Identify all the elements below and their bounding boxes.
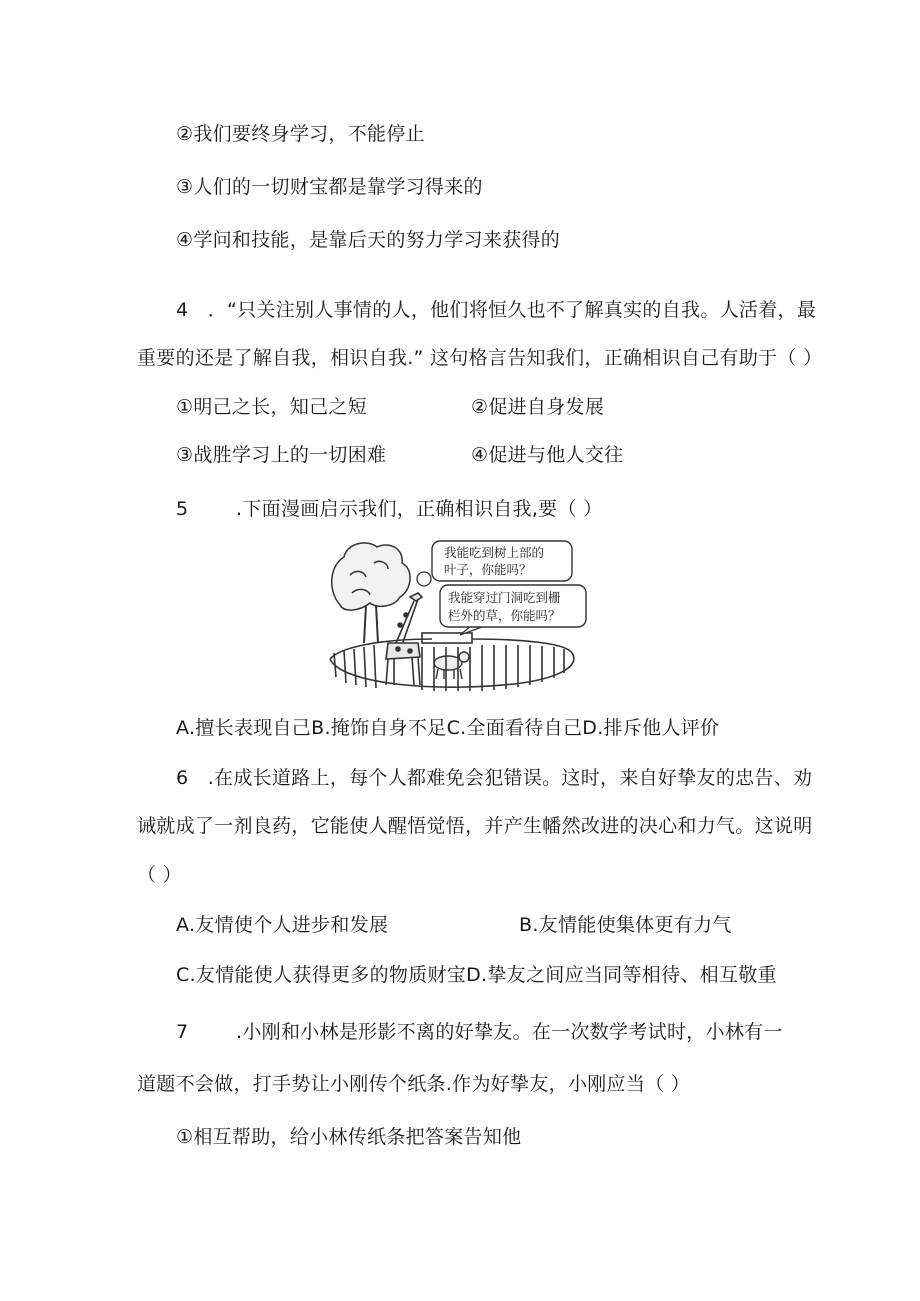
tree-icon [332,543,410,643]
question-4-option-1: ①明己之长，知己之短 [176,396,368,418]
question-6-option-b: B.友情能使集体更有力气 [519,914,732,936]
bubble-1-line-1: 我能吃到树上部的 [444,545,545,560]
question-6-option-a: A.友情使个人进步和发展 [176,914,389,936]
goat-icon [434,652,469,679]
speech-bubble-1 [417,541,572,586]
question-6-line1: 6 .在成长道路上，每个人都难免会犯错误。这时，来自好挚友的忠告、劝 [176,767,813,789]
giraffe-goat-cartoon [322,535,590,695]
question-5-options: A.擅长表现自己B.掩饰自身不足C.全面看待自己D.排斥他人评价 [176,717,720,739]
bubble-1-line-2: 叶子，你能吗？ [444,562,532,577]
question-6-line3: （ ） [137,864,182,886]
question-4-option-2: ②促进自身发展 [471,396,605,418]
question-6-line2: 诫就成了一剂良药，它能使人醒悟觉悟，并产生幡然改进的决心和力气。这说明 [137,815,813,837]
question-7-number: 7 [176,1021,189,1043]
line-2: ②我们要终身学习，不能停止 [176,123,425,145]
question-5-text: .下面漫画启示我们，正确相识自我,要（ ） [236,498,603,520]
question-6-option-cd: C.友情能使人获得更多的物质财宝D.挚友之间应当同等相待、相互敬重 [176,964,777,986]
question-7-option-1: ①相互帮助，给小林传纸条把答案告知他 [176,1126,522,1148]
question-5-number: 5 [176,498,189,520]
bubble-2-line-2: 栏外的草，你能吗？ [448,608,561,623]
question-4-line1: 4 ．“只关注别人事情的人，他们将恒久也不了解真实的自我。人活着，最 [176,299,817,321]
question-4-option-3: ③战胜学习上的一切困难 [176,444,387,466]
line-4: ④学问和技能，是靠后天的努力学习来获得的 [176,229,561,251]
question-4-line2: 重要的还是了解自我，相识自我.” 这句格言告知我们，正确相识自己有助于（ ） [137,347,823,369]
bubble-2-line-1: 我能穿过门洞吃到栅 [448,590,561,605]
question-7-line2: 道题不会做，打手势让小刚传个纸条.作为好挚友，小刚应当（ ） [137,1073,691,1095]
speech-bubble-2 [440,585,586,635]
question-7-line1: .小刚和小林是形影不离的好挚友。在一次数学考试时，小林有一 [236,1021,783,1043]
question-4-option-4: ④促进与他人交往 [471,444,624,466]
line-3: ③人们的一切财宝都是靠学习得来的 [176,176,483,198]
